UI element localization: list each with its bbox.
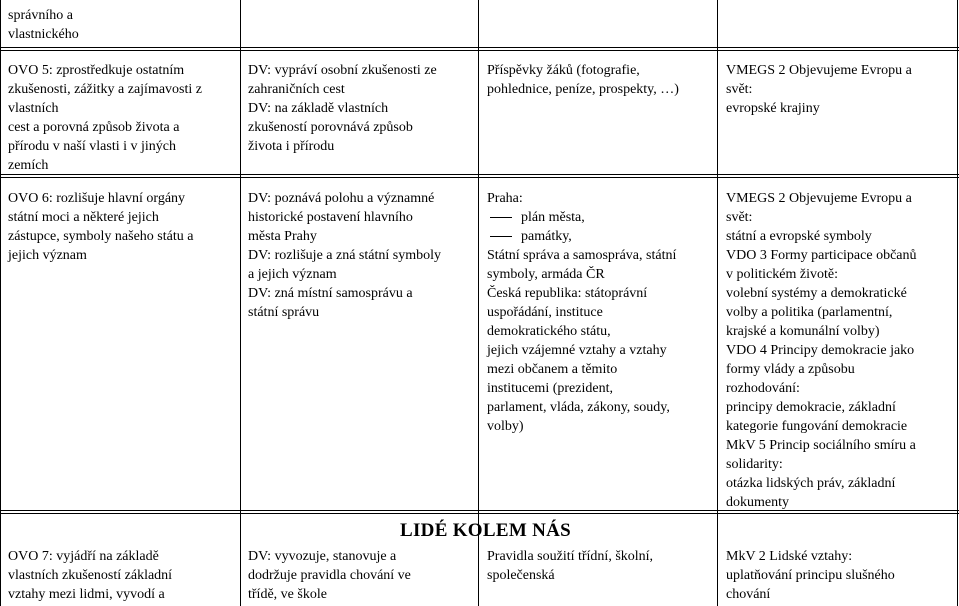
cell-text-line: MkV 5 Princip sociálního smíru a [726, 438, 916, 453]
cell-text-line: zástupce, symboly našeho státu a [8, 229, 194, 244]
cell-text-line: symboly, armáda ČR [487, 267, 605, 282]
row3-content-cell [487, 547, 653, 585]
cell-text-line: Česká republika: státoprávní [487, 286, 648, 301]
cell-text-line: OVO 5: zprostředkuje ostatním [8, 63, 185, 78]
cell-text-line: vztahy mezi lidmi, vyvodí a [8, 587, 165, 602]
cell-text-line: zkušenosti, zážitky a zajímavosti z [8, 82, 202, 97]
row1-content-cell [487, 61, 679, 99]
cell-text-line: cest a porovná způsob života a [8, 120, 180, 135]
cell-text-line: otázka lidských práv, základní [726, 476, 896, 491]
row1-outcomes-cell [248, 61, 437, 156]
bullet-text: památky, [521, 229, 572, 244]
bullet-item [487, 227, 676, 246]
table-border-left [0, 0, 1, 606]
cell-text-line: OVO 7: vyjádří na základě [8, 549, 159, 564]
cell-text-line: VDO 3 Formy participace občanů [726, 248, 917, 263]
cell-text-line: DV: poznává polohu a významné [248, 191, 435, 206]
dash-bullet-icon [490, 217, 512, 218]
cell-text-line: rozhodování: [726, 381, 800, 396]
cell-text-line: zkušeností porovnává způsob [248, 120, 413, 135]
section-title: LIDÉ KOLEM NÁS [400, 520, 572, 541]
cell-text-line: třídě, ve škole [248, 587, 327, 602]
cell-text-line: jejich význam [8, 248, 87, 263]
row0-col1-cell [8, 6, 79, 44]
cell-text-line: státní a evropské symboly [726, 229, 872, 244]
cell-text-line: v politickém životě: [726, 267, 838, 282]
cell-text-line: zahraničních cest [248, 82, 345, 97]
cell-text-line: chování [726, 587, 771, 602]
cell-text-line: DV: vyvozuje, stanovuje a [248, 549, 397, 564]
row-divider-1 [0, 47, 959, 48]
cell-text-line: DV: rozlišuje a zná státní symboly [248, 248, 441, 263]
cell-text-line: volby) [487, 419, 524, 434]
cell-text-line: státní moci a některé jejich [8, 210, 159, 225]
cell-text-line: přírodu v naší vlasti i v jiných [8, 139, 176, 154]
cell-text-line: evropské krajiny [726, 101, 820, 116]
cell-text-line: kategorie fungování demokracie [726, 419, 908, 434]
cell-text-line: Praha: [487, 191, 523, 206]
cell-text-line: VDO 4 Principy demokracie jako [726, 343, 915, 358]
table-divider-2 [478, 0, 479, 606]
cell-text-line: života i přírodu [248, 139, 335, 154]
cell-text-line: DV: vypráví osobní zkušenosti ze [248, 63, 437, 78]
cell-text-line: volby a politika (parlamentní, [726, 305, 893, 320]
cell-text-line: a jejich význam [248, 267, 337, 282]
cell-text-line: DV: zná místní samosprávu a [248, 286, 413, 301]
cell-text-line: vlastních zkušeností základní [8, 568, 173, 583]
row-divider-2b [0, 177, 959, 178]
cell-text-line: dokumenty [726, 495, 789, 510]
cell-text-line: pohlednice, peníze, prospekty, …) [487, 82, 679, 97]
cell-text-line: demokratického státu, [487, 324, 611, 339]
table-divider-3 [717, 0, 718, 606]
row3-objective-cell [8, 547, 172, 604]
cell-text-line: dodržuje pravidla chování ve [248, 568, 411, 583]
row2-outcomes-cell [248, 189, 441, 322]
dash-bullet-icon [490, 236, 512, 237]
table-divider-1 [240, 0, 241, 606]
cell-text-line: VMEGS 2 Objevujeme Evropu a [726, 63, 912, 78]
cell-text-line: mezi občanem a těmito [487, 362, 618, 377]
row3-themes-cell [726, 547, 895, 604]
cell-text-line: jejich vzájemné vztahy a vztahy [487, 343, 667, 358]
cell-text-line: DV: na základě vlastních [248, 101, 389, 116]
cell-text-line: krajské a komunální volby) [726, 324, 880, 339]
cell-text-line: města Prahy [248, 229, 317, 244]
cell-text-line: vlastnického [8, 27, 79, 42]
bullet-item [487, 208, 676, 227]
cell-text-line: společenská [487, 568, 555, 583]
cell-text-line: MkV 2 Lidské vztahy: [726, 549, 853, 564]
row1-objective-cell [8, 61, 202, 175]
cell-text-line: vlastních [8, 101, 59, 116]
cell-text-line: svět: [726, 82, 753, 97]
cell-text-line: principy demokracie, základní [726, 400, 896, 415]
cell-text-line: formy vlády a způsobu [726, 362, 855, 377]
cell-text-line: uplatňování principu slušného [726, 568, 895, 583]
row2-objective-cell [8, 189, 193, 265]
row-divider-3b [0, 513, 959, 514]
row1-themes-cell [726, 61, 912, 118]
cell-text-line: Státní správa a samospráva, státní [487, 248, 677, 263]
cell-text-line: zemích [8, 158, 49, 173]
cell-text-line: správního a [8, 8, 73, 23]
cell-text-line: historické postavení hlavního [248, 210, 413, 225]
cell-text-line: svět: [726, 210, 753, 225]
table-border-right [957, 0, 958, 606]
cell-text-line: volební systémy a demokratické [726, 286, 907, 301]
bullet-text: plán města, [521, 210, 585, 225]
cell-text-line: VMEGS 2 Objevujeme Evropu a [726, 191, 912, 206]
cell-text-line: státní správu [248, 305, 320, 320]
row3-outcomes-cell [248, 547, 411, 604]
cell-text-line: Příspěvky žáků (fotografie, [487, 63, 640, 78]
cell-text-line: parlament, vláda, zákony, soudy, [487, 400, 670, 415]
cell-text-line: Pravidla soužití třídní, školní, [487, 549, 654, 564]
cell-text-line: OVO 6: rozlišuje hlavní orgány [8, 191, 186, 206]
row2-content-cell [487, 189, 676, 436]
row-divider-1b [0, 50, 959, 51]
cell-text-line: institucemi (prezident, [487, 381, 613, 396]
cell-text-line: uspořádání, instituce [487, 305, 603, 320]
row2-themes-cell [726, 189, 917, 512]
cell-text-line: solidarity: [726, 457, 783, 472]
